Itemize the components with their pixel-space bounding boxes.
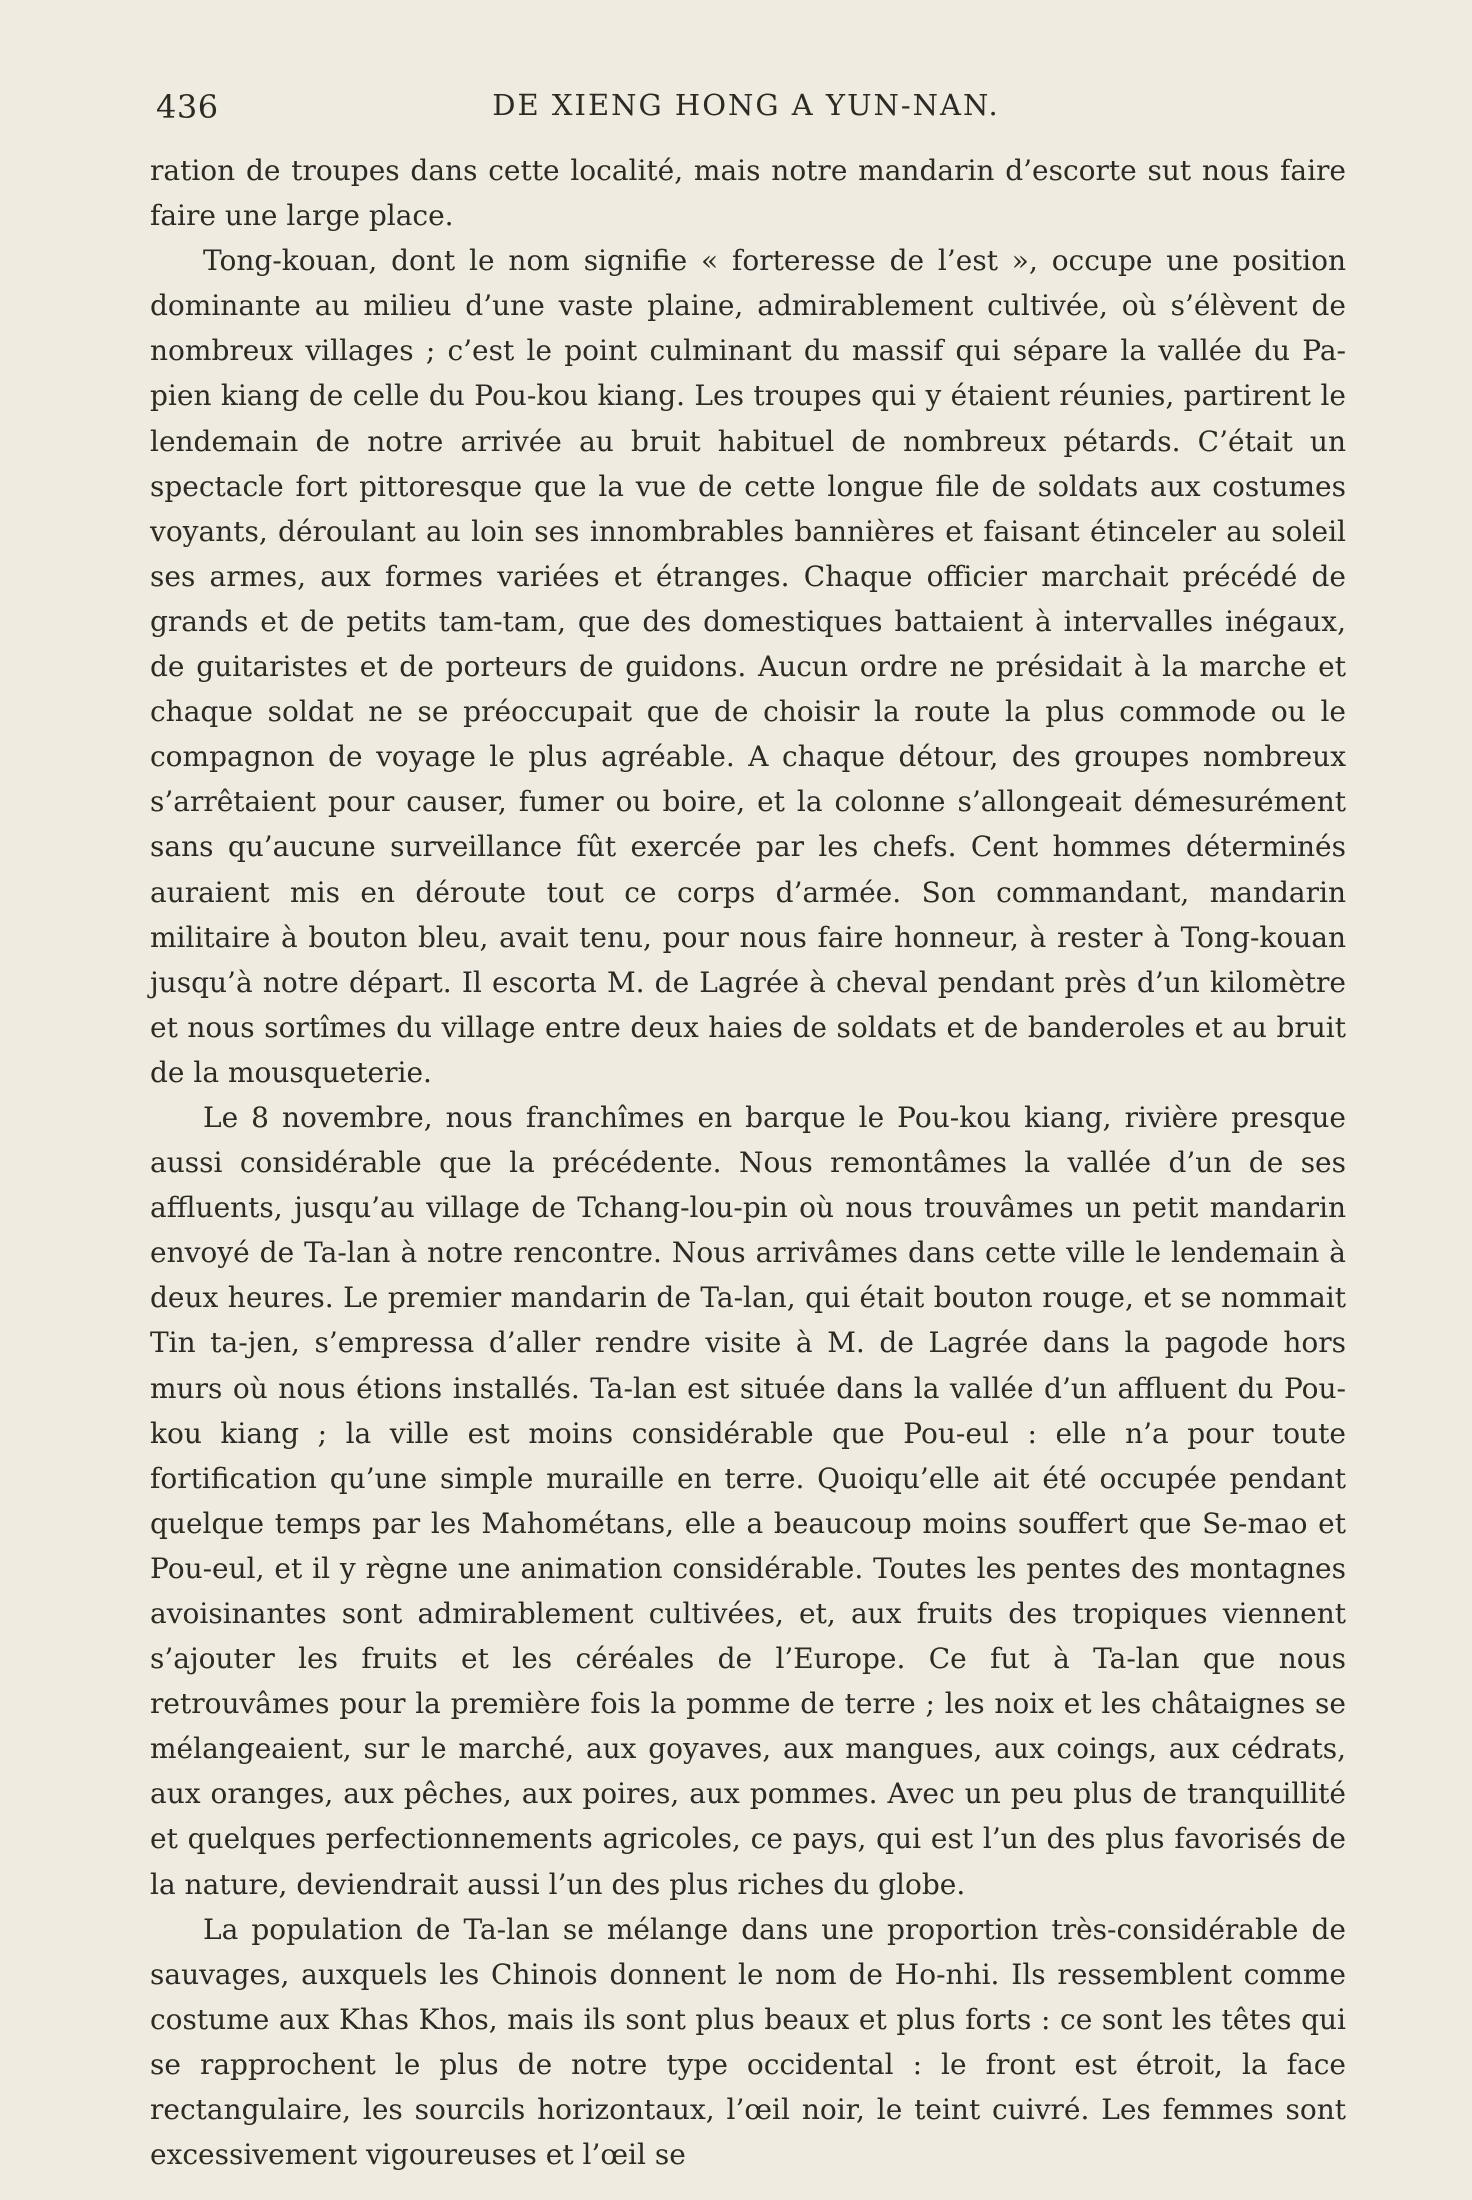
paragraph-8-novembre: Le 8 novembre, nous franchîmes en barque le Pou-kou kiang, rivière presque aussi considérable que la précédente. Nous remontâmes la vallée d’un de ses affluents, jusqu’au village de Tchang-lou-pin où nous trouvâmes un petit mandarin envoyé de Ta-lan à notre rencontre. Nous arrivâmes dans cette ville le lendemain à deux heures. Le premier mandarin de Ta-lan, qui était bouton rouge, et se nommait Tin ta-jen, s’empressa d’aller rendre visite à M. de Lagrée dans la pagode hors murs où nous étions installés. Ta-lan est située dans la vallée d’un affluent du Pou-kou kiang ; la ville est moins considérable que Pou-eul : elle n’a pour toute fortification qu’une simple muraille en terre. Quoiqu’elle ait été occupée pendant quelque temps par les Mahométans, elle a beaucoup moins souffert que Se-mao et Pou-eul, et il y règne une animation considérable. Toutes les pentes des montagnes avoisinantes sont admirablement cultivées, et, aux fruits des tropiques viennent s’ajouter les fruits et les céréales de l’Europe. Ce fut à Ta-lan que nous retrouvâmes pour la première fois la pomme de terre ; les noix et les châtaignes se mélangeaient, sur le marché, aux goyaves, aux mangues, aux coings, aux cédrats, aux oranges, aux pêches, aux poires, aux pommes. Avec un peu plus de tranquillité et quelques perfectionnements agricoles, ce pays, qui est l’un des plus favorisés de la nature, deviendrait aussi l’un des plus riches du globe. — [150, 1100, 1346, 1901]
page-header — [156, 88, 1336, 138]
paragraph-continuation: ration de troupes dans cette localité, mais notre mandarin d’escorte sut nous faire faire une large place. — [150, 154, 1346, 233]
running-title: DE XIENG HONG A YUN-NAN. — [492, 88, 1000, 122]
paragraph-population: La population de Ta-lan se mélange dans une proportion très-considérable de sauvages, auxquels les Chinois donnent le nom de Ho-nhi. Ils ressemblent comme costume aux Khas Khos, mais ils sont plus beaux et plus forts : ce sont les têtes qui se rapprochent le plus de notre type occidental : le front est étroit, la face rectangulaire, les sourcils horizontaux, l’œil noir, le teint cuivré. Les femmes sont excessivement vigoureuses et l’œil se — [150, 1912, 1346, 2172]
body-text — [150, 148, 1346, 2177]
paragraph-tong-kouan: Tong-kouan, dont le nom signifie « forteresse de l’est », occupe une position dominante au milieu d’une vaste plaine, admirablement cultivée, où s’élèvent de nombreux villages ; c’est le point culminant du massif qui sépare la vallée du Pa-pien kiang de celle du Pou-kou kiang. Les troupes qui y étaient réunies, partirent le lendemain de notre arrivée au bruit habituel de nombreux pétards. C’était un spectacle fort pittoresque que la vue de cette longue file de soldats aux costumes voyants, déroulant au loin ses innombrables bannières et faisant étinceler au soleil ses armes, aux formes variées et étranges. Chaque officier marchait précédé de grands et de petits tam-tam, que des domestiques battaient à intervalles inégaux, de guitaristes et de porteurs de guidons. Aucun ordre ne présidait à la marche et chaque soldat ne se préoccupait que de choisir la route la plus commode ou le compagnon de voyage le plus agréable. A chaque détour, des groupes nombreux s’arrêtaient pour causer, fumer ou boire, et la colonne s’allongeait démesurément sans qu’aucune surveillance fût exercée par les chefs. Cent hommes déterminés auraient mis en déroute tout ce corps d’armée. Son commandant, mandarin militaire à bouton bleu, avait tenu, pour nous faire honneur, à rester à Tong-kouan jusqu’à notre départ. Il escorta M. de Lagrée à cheval pendant près d’un kilomètre et nous sortîmes du village entre deux haies de soldats et de banderoles et au bruit de la mousqueterie. — [150, 244, 1346, 1089]
page-number: 436 — [156, 88, 219, 126]
